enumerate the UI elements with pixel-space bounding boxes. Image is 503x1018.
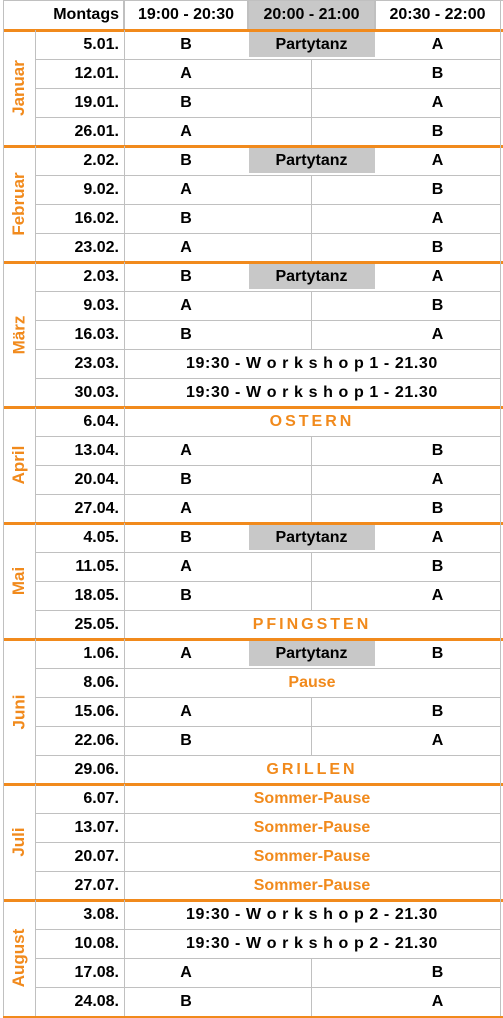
slot-divider	[311, 320, 312, 349]
date-cell: 4.05.	[83, 528, 119, 546]
column-divider	[35, 523, 36, 639]
group-right: B	[431, 499, 444, 517]
group-right: A	[431, 528, 444, 546]
partytanz-label: Partytanz	[275, 528, 348, 546]
slot-divider	[311, 436, 312, 465]
group-right: B	[431, 963, 444, 981]
group-left: A	[180, 557, 192, 575]
month-label-4: Mai	[9, 566, 28, 596]
group-left: A	[180, 499, 192, 517]
group-right: A	[431, 470, 444, 488]
group-right: B	[431, 644, 444, 662]
header-day: Montags	[53, 6, 119, 23]
partytanz-label: Partytanz	[275, 151, 348, 169]
slot-divider	[311, 726, 312, 755]
event-label: PFINGSTEN	[252, 615, 372, 633]
workshop-label: 19:30 - W o r k s h o p 2 - 21.30	[186, 934, 438, 952]
group-right: A	[431, 209, 444, 227]
group-right: A	[431, 586, 444, 604]
slot-divider	[311, 494, 312, 523]
date-cell: 26.01.	[74, 122, 119, 140]
month-label-0: Januar	[9, 60, 28, 116]
date-cell: 13.07.	[74, 818, 119, 836]
group-right: A	[431, 35, 444, 53]
group-left: B	[180, 151, 192, 169]
pause-label: Sommer-Pause	[253, 876, 371, 894]
column-divider	[35, 900, 36, 1016]
date-cell: 1.06.	[83, 644, 119, 662]
group-right: B	[431, 296, 444, 314]
group-right: B	[431, 122, 444, 140]
slot-divider	[311, 175, 312, 204]
date-cell: 16.02.	[74, 209, 119, 227]
date-cell: 8.06.	[83, 673, 119, 691]
date-cell: 29.06.	[74, 760, 119, 778]
group-right: A	[431, 151, 444, 169]
group-right: B	[431, 180, 444, 198]
group-left: A	[180, 441, 192, 459]
month-label-5: Juni	[9, 694, 28, 729]
date-cell: 11.05.	[75, 557, 119, 575]
group-right: B	[431, 64, 444, 82]
group-right: A	[431, 267, 444, 285]
slot-divider	[311, 697, 312, 726]
date-cell: 3.08.	[83, 905, 119, 923]
date-cell: 6.07.	[83, 789, 119, 807]
date-cell: 22.06.	[74, 731, 119, 749]
header-slot-1: 20:00 - 21:00	[263, 6, 360, 23]
group-left: B	[180, 731, 192, 749]
group-left: B	[180, 470, 192, 488]
date-cell: 2.03.	[83, 267, 119, 285]
workshop-label: 19:30 - W o r k s h o p 2 - 21.30	[186, 905, 438, 923]
table-left-border	[3, 0, 4, 1016]
header-slot-2: 20:30 - 22:00	[389, 6, 486, 23]
date-cell: 30.03.	[74, 383, 119, 401]
slot-divider	[311, 88, 312, 117]
slot-divider	[311, 465, 312, 494]
workshop-label: 19:30 - W o r k s h o p 1 - 21.30	[186, 383, 438, 401]
group-left: A	[180, 64, 192, 82]
group-left: B	[180, 586, 192, 604]
pause-label: Pause	[288, 673, 336, 691]
pause-label: Sommer-Pause	[253, 818, 371, 836]
group-left: B	[180, 267, 192, 285]
date-cell: 25.05.	[74, 615, 119, 633]
date-cell: 13.04.	[74, 441, 119, 459]
date-cell: 19.01.	[74, 93, 119, 111]
column-divider	[35, 784, 36, 900]
group-left: B	[180, 528, 192, 546]
slot-divider	[311, 291, 312, 320]
event-label: GRILLEN	[266, 760, 358, 778]
group-left: A	[180, 296, 192, 314]
date-cell: 9.02.	[83, 180, 119, 198]
date-cell: 5.01.	[83, 35, 119, 53]
date-cell: 10.08.	[74, 934, 119, 952]
date-cell: 18.05.	[74, 586, 119, 604]
group-left: B	[180, 35, 192, 53]
group-right: A	[431, 325, 444, 343]
column-divider	[374, 0, 376, 30]
group-left: B	[180, 325, 192, 343]
group-left: A	[180, 963, 192, 981]
slot-divider	[311, 233, 312, 262]
column-divider	[123, 0, 125, 30]
column-divider	[35, 30, 36, 146]
date-cell: 20.04.	[74, 470, 119, 488]
month-label-2: März	[9, 315, 28, 354]
date-cell: 17.08.	[74, 963, 119, 981]
group-right: B	[431, 238, 444, 256]
group-left: B	[180, 209, 192, 227]
date-cell: 20.07.	[74, 847, 119, 865]
date-cell: 16.03.	[74, 325, 119, 343]
date-cell: 27.07.	[74, 876, 119, 894]
event-label: OSTERN	[269, 412, 355, 430]
column-divider	[247, 0, 249, 30]
date-cell: 12.01.	[74, 64, 119, 82]
slot-divider	[311, 958, 312, 987]
table-top-border	[3, 0, 503, 1]
group-right: B	[431, 702, 444, 720]
group-right: A	[431, 992, 444, 1010]
date-cell: 6.04.	[83, 412, 119, 430]
date-cell: 27.04.	[74, 499, 119, 517]
group-left: A	[180, 702, 192, 720]
group-left: A	[180, 122, 192, 140]
date-cell: 24.08.	[74, 992, 119, 1010]
date-cell: 9.03.	[83, 296, 119, 314]
date-cell: 23.02.	[74, 238, 119, 256]
group-right: B	[431, 557, 444, 575]
header-slot-0: 19:00 - 20:30	[137, 6, 235, 23]
workshop-label: 19:30 - W o r k s h o p 1 - 21.30	[186, 354, 438, 372]
group-left: A	[180, 180, 192, 198]
column-divider	[35, 407, 36, 523]
date-cell: 23.03.	[74, 354, 119, 372]
month-label-1: Februar	[9, 172, 28, 236]
column-divider	[35, 146, 36, 262]
partytanz-label: Partytanz	[275, 267, 348, 285]
group-left: A	[180, 644, 192, 662]
group-left: B	[180, 93, 192, 111]
partytanz-label: Partytanz	[275, 35, 348, 53]
group-right: A	[431, 93, 444, 111]
partytanz-label: Partytanz	[275, 644, 348, 662]
group-left: A	[180, 238, 192, 256]
slot-divider	[311, 204, 312, 233]
date-cell: 15.06.	[74, 702, 119, 720]
table-right-border	[500, 0, 501, 1016]
slot-divider	[311, 581, 312, 610]
slot-divider	[311, 59, 312, 88]
group-right: A	[431, 731, 444, 749]
slot-divider	[311, 117, 312, 146]
month-label-6: Juli	[9, 827, 28, 857]
month-label-7: August	[9, 928, 28, 988]
slot-divider	[311, 552, 312, 581]
group-right: B	[431, 441, 444, 459]
pause-label: Sommer-Pause	[253, 847, 371, 865]
slot-divider	[311, 987, 312, 1016]
group-left: B	[180, 992, 192, 1010]
month-label-3: April	[9, 445, 28, 485]
pause-label: Sommer-Pause	[253, 789, 371, 807]
date-cell: 2.02.	[83, 151, 119, 169]
